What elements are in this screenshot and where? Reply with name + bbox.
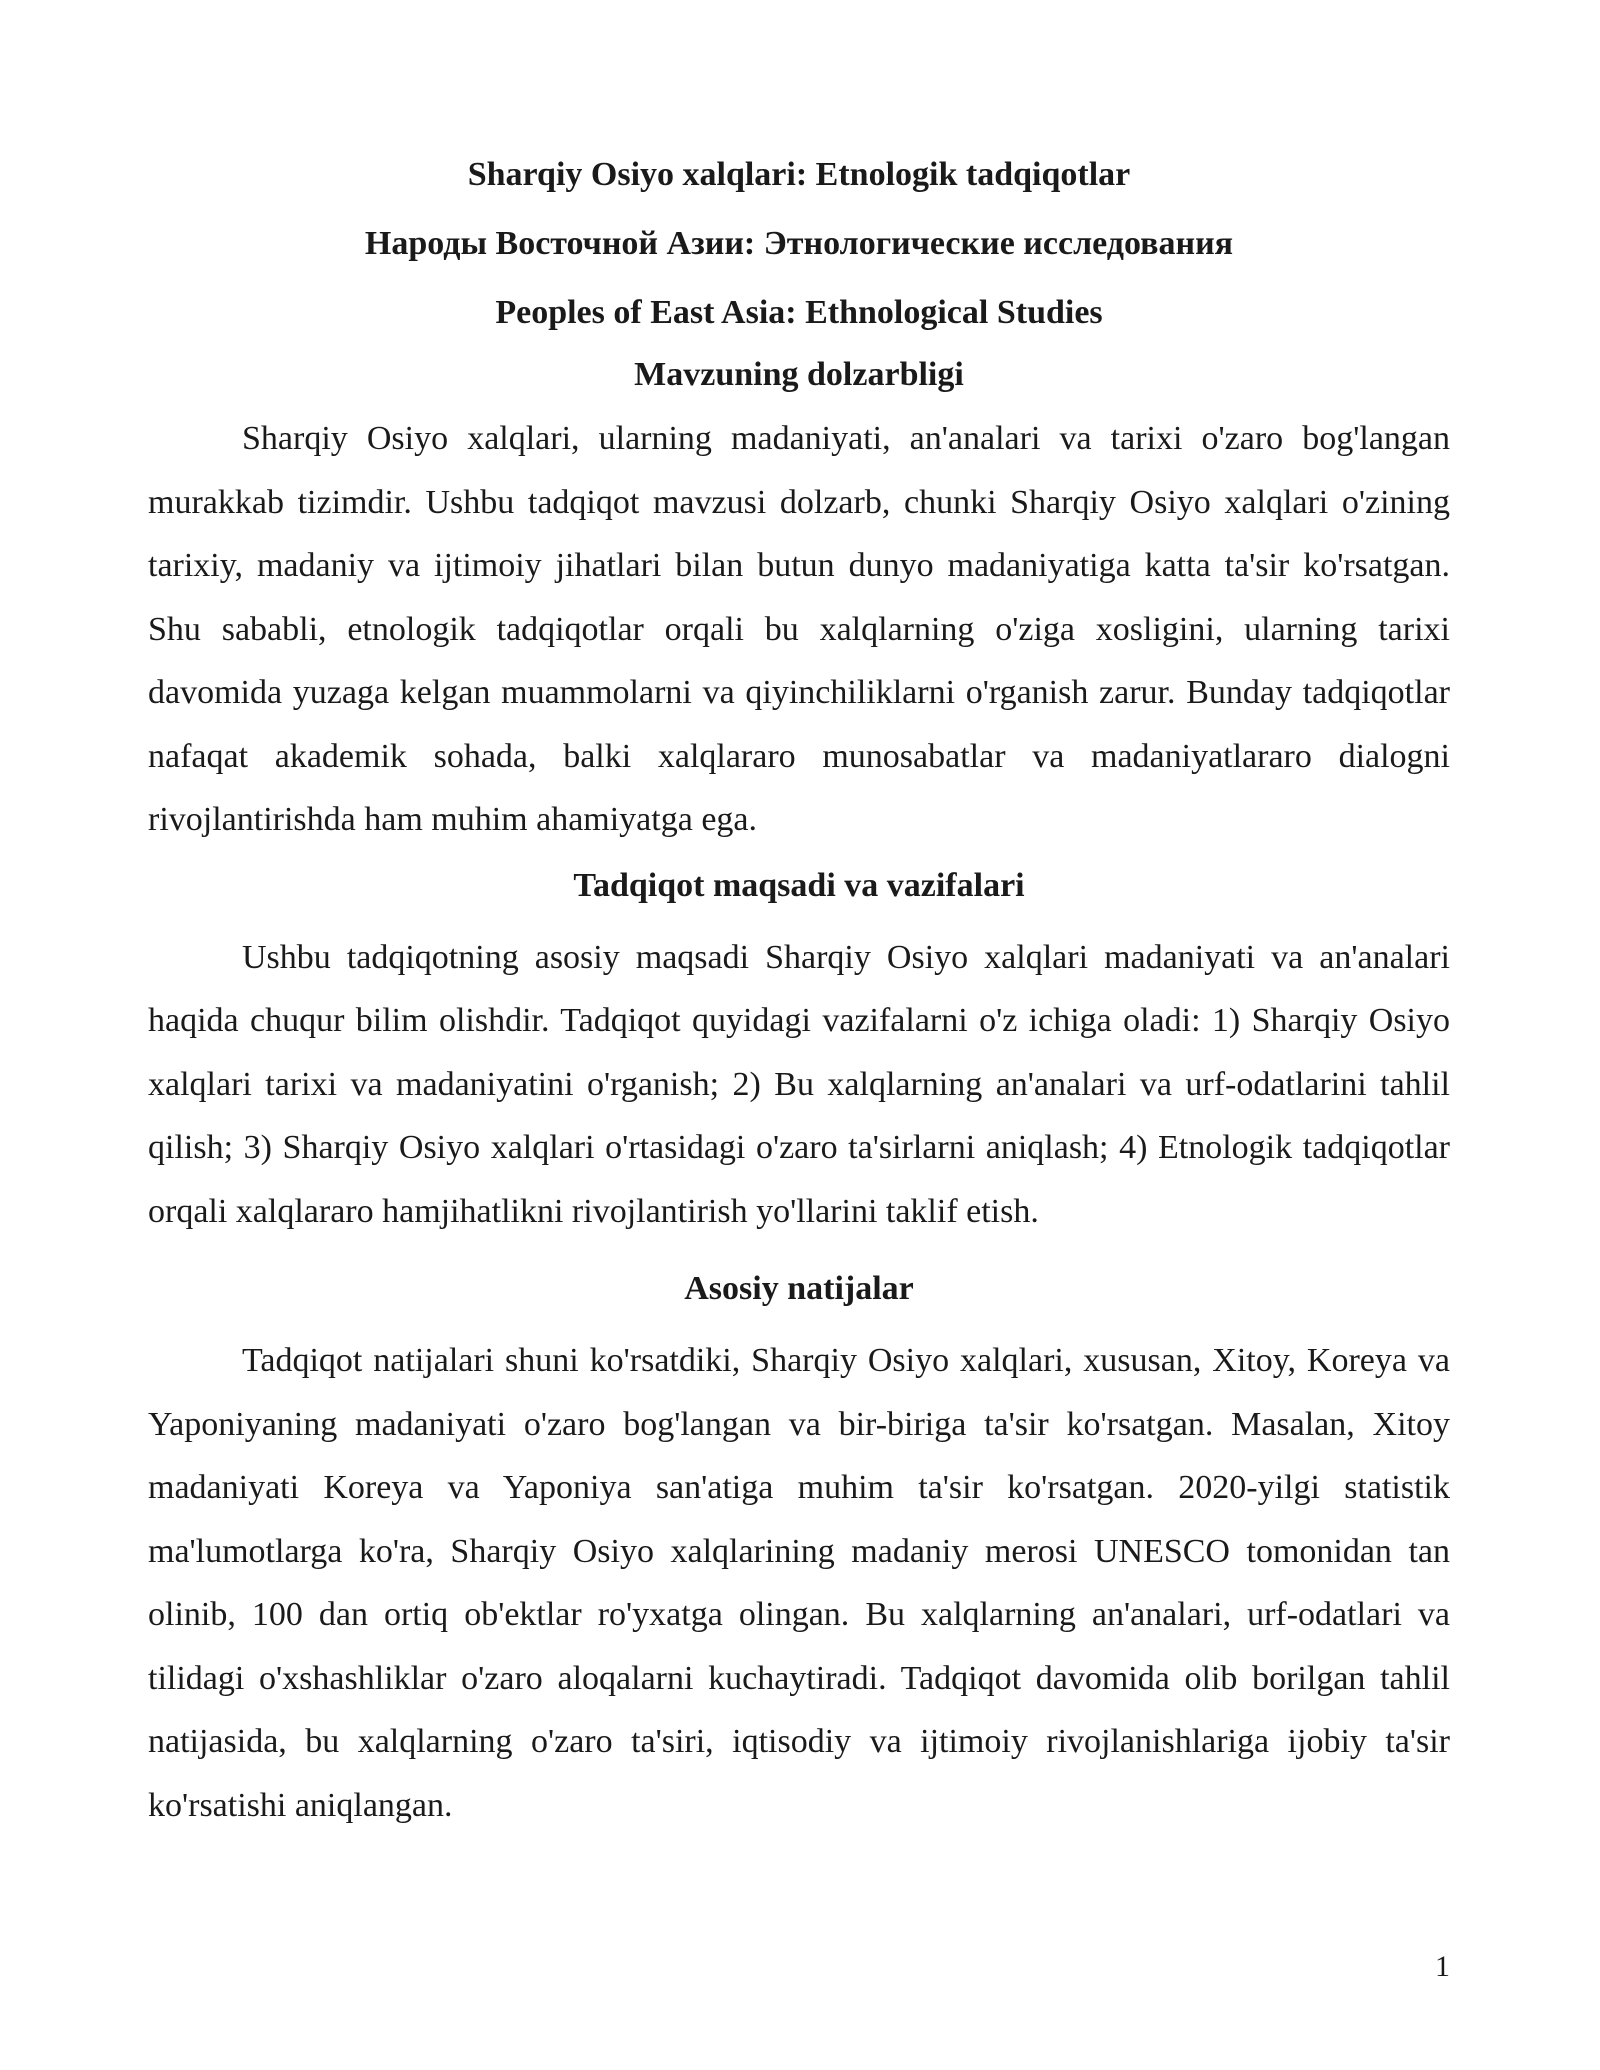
section-body-relevance: Sharqiy Osiyo xalqlari, ularning madaniyati, an'analari va tarixi o'zaro bog'langan murakkab tizimdir. Ushbu tadqiqot mavzusi dolzarb, chunki Sharqiy Osiyo xalqlari o'zining tarixiy, madaniy va ijtimoiy jihatlari bilan butun dunyo madaniyatiga katta ta'sir ko'rsatgan. Shu sababli, etnologik tadqiqotlar orqali bu xalqlarning o'ziga xosligini, ularning tarixi davomida yuzaga kelgan muammolarni va qiyinchiliklarni o'rganish zarur. Bunday tadqiqotlar nafaqat akademik sohada, balki xalqlararo munosabatlar va madaniyatlararo dialogni rivojlantirishda ham muhim ahamiyatga ega.: [148, 420, 1450, 838]
section-heading-relevance: Mavzuning dolzarbligi: [634, 356, 964, 393]
title-uzbek: Sharqiy Osiyo xalqlari: Etnologik tadqiqotlar: [467, 156, 1131, 193]
section-heading-results: Asosiy natijalar: [684, 1270, 914, 1307]
document-page: [148, 140, 1450, 1837]
page-number: 1: [1435, 1950, 1450, 1983]
title-russian: Народы Восточной Азии: Этнологические исследования: [364, 225, 1234, 262]
section-body-results: Tadqiqot natijalari shuni ko'rsatdiki, Sharqiy Osiyo xalqlari, xususan, Xitoy, Koreya va Yaponiyaning madaniyati o'zaro bog'langan va bir-biriga ta'sir ko'rsatgan. Masalan, Xitoy madaniyati Koreya va Yaponiya san'atiga muhim ta'sir ko'rsatgan. 2020-yilgi statistik ma'lumotlarga ko'ra, Sharqiy Osiyo xalqlarining madaniy merosi UNESCO tomonidan tan olinib, 100 dan ortiq ob'ektlar ro'yxatga olingan. Bu xalqlarning an'analari, urf-odatlari va tilidagi o'xshashliklar o'zaro aloqalarni kuchaytiradi. Tadqiqot davomida olib borilgan tahlil natijasida, bu xalqlarning o'zaro ta'siri, iqtisodiy va ijtimoiy rivojlanishlariga ijobiy ta'sir ko'rsatishi aniqlangan.: [148, 1342, 1450, 1824]
section-body-goals: Ushbu tadqiqotning asosiy maqsadi Sharqiy Osiyo xalqlari madaniyati va an'analari haqida chuqur bilim olishdir. Tadqiqot quyidagi vazifalarni o'z ichiga oladi: 1) Sharqiy Osiyo xalqlari tarixi va madaniyatini o'rganish; 2) Bu xalqlarning an'analari va urf-odatlarini tahlil qilish; 3) Sharqiy Osiyo xalqlari o'rtasidagi o'zaro ta'sirlarni aniqlash; 4) Etnologik tadqiqotlar orqali xalqlararo hamjihatlikni rivojlantirish yo'llarini taklif etish.: [148, 938, 1450, 1230]
section-heading-goals: Tadqiqot maqsadi va vazifalari: [573, 866, 1025, 904]
title-english: Peoples of East Asia: Ethnological Studies: [495, 294, 1103, 331]
